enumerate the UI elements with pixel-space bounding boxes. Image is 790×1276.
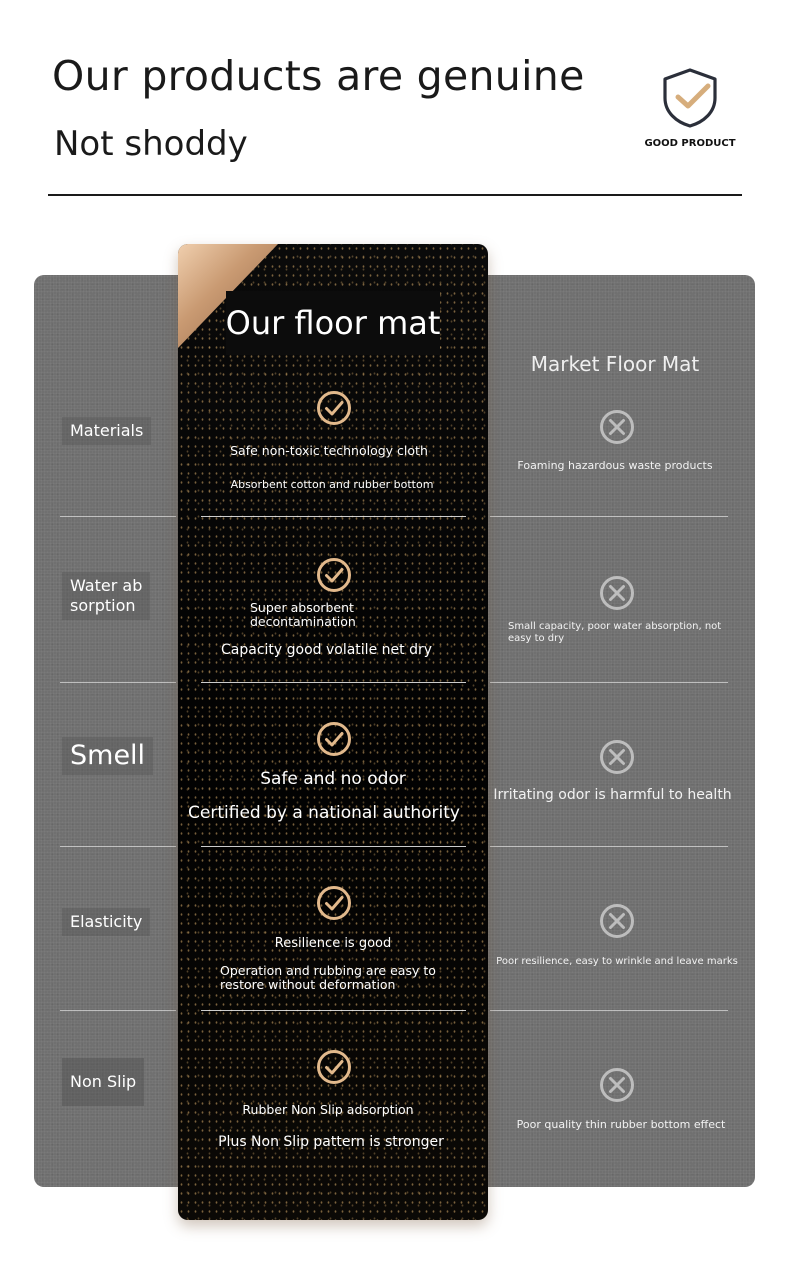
our-text-smell-2: Certified by a national authority [188, 803, 460, 823]
page-headline: Our products are genuine [52, 52, 585, 100]
row-label-text [62, 572, 150, 620]
row-divider [60, 1010, 176, 1011]
row-label-text: Materials [62, 417, 151, 445]
row-divider [490, 846, 728, 847]
row-label-line: Water ab [70, 576, 143, 595]
market-text-materials: Foaming hazardous waste products [517, 459, 713, 472]
market-text-water-absorption: Small capacity, poor water absorption, not easy to dry [508, 621, 722, 644]
market-text-elasticity: Poor resilience, easy to wrinkle and leave marks [496, 956, 738, 967]
x-circle-icon [599, 739, 635, 775]
page-subheadline: Not shoddy [54, 124, 248, 164]
our-text-non-slip-2: Plus Non Slip pattern is stronger [218, 1134, 444, 1150]
market-column-title: Market Floor Mat [530, 352, 700, 376]
our-text-line: Super absorbent [250, 600, 354, 615]
row-divider [490, 1010, 728, 1011]
card-row-divider [201, 682, 466, 683]
check-circle-icon [316, 557, 352, 593]
our-text-elasticity-1: Resilience is good [274, 936, 392, 951]
badge-label: GOOD PRODUCT [644, 138, 736, 149]
x-circle-icon [599, 409, 635, 445]
check-circle-icon [316, 721, 352, 757]
row-label-text: Elasticity [62, 908, 150, 936]
our-text-non-slip-1: Rubber Non Slip adsorption [242, 1102, 414, 1117]
shield-check-icon [660, 66, 720, 130]
card-row-divider [201, 846, 466, 847]
our-text-line: decontamination [250, 614, 356, 629]
our-text-water-absorption-2: Capacity good volatile net dry [221, 642, 432, 658]
x-circle-icon [599, 903, 635, 939]
row-divider [490, 516, 728, 517]
market-text-smell: Irritating odor is harmful to health [493, 787, 732, 803]
x-circle-icon [599, 575, 635, 611]
row-divider [60, 682, 176, 683]
card-row-divider [201, 1010, 466, 1011]
our-text-smell-1: Safe and no odor [260, 769, 406, 789]
row-label-smell [62, 737, 174, 775]
our-text-elasticity-2 [220, 964, 436, 992]
check-circle-icon [316, 885, 352, 921]
market-text-non-slip: Poor quality thin rubber bottom effect [516, 1118, 726, 1131]
row-divider [490, 682, 728, 683]
our-text-line: restore without deformation [220, 977, 396, 992]
row-divider [60, 516, 176, 517]
row-label-materials [62, 417, 174, 445]
row-label-water-absorption [62, 572, 174, 620]
card-row-divider [201, 516, 466, 517]
our-text-water-absorption-1 [250, 601, 356, 629]
row-label-text: Non Slip [62, 1058, 144, 1106]
x-circle-icon [599, 1067, 635, 1103]
row-label-elasticity [62, 908, 174, 936]
our-text-line: Operation and rubbing are easy to [220, 963, 436, 978]
row-divider [60, 846, 176, 847]
row-label-line: sorption [70, 596, 136, 615]
our-floor-mat-card [178, 244, 488, 1220]
row-label-text: Smell [62, 737, 153, 775]
our-text-materials-1: Safe non-toxic technology cloth [230, 443, 428, 458]
check-circle-icon [316, 1049, 352, 1085]
row-label-non-slip [62, 1058, 174, 1106]
our-text-materials-2: Absorbent cotton and rubber bottom [230, 478, 434, 491]
our-column-title: Our floor mat [226, 291, 440, 355]
header-divider [48, 194, 742, 196]
good-product-badge [640, 66, 740, 149]
check-circle-icon [316, 390, 352, 426]
